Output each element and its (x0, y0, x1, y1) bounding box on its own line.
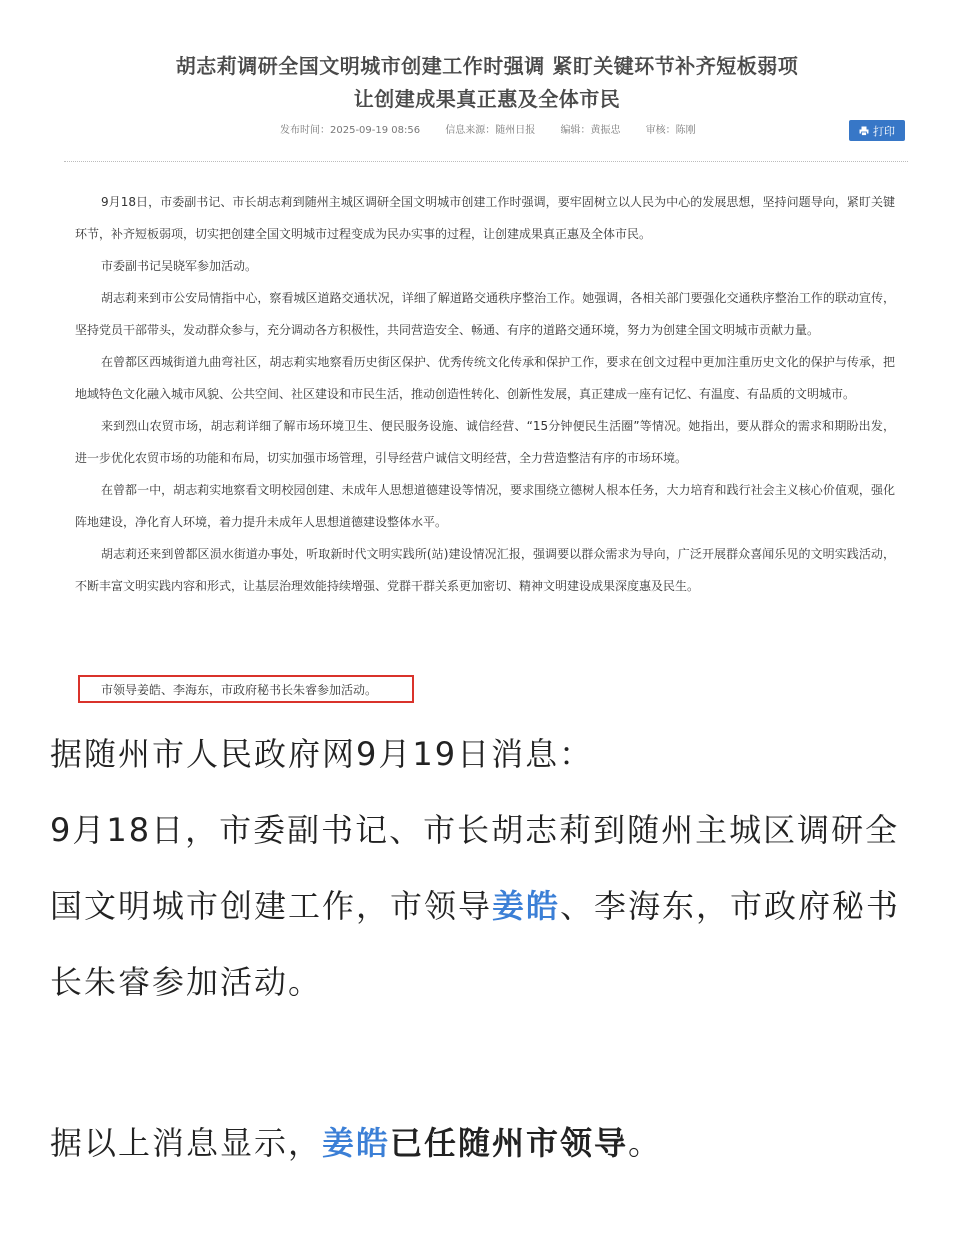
name-link[interactable]: 姜皓 (322, 1124, 391, 1162)
article-meta (280, 121, 718, 136)
publish-time: 发布时间：2025-09-19 08:56 (280, 125, 421, 136)
highlighted-paragraph: 市领导姜皓、李海东，市政府秘书长朱睿参加活动。 (101, 683, 378, 697)
divider (64, 161, 908, 162)
commentary-line1: 据随州市人民政府网9月19日消息： (50, 735, 594, 773)
commentary-text: 据以上消息显示， (50, 1124, 323, 1162)
print-button[interactable] (849, 120, 905, 141)
commentary-conclusion (50, 1105, 930, 1181)
commentary-text: 、李海东，市政府秘书长朱睿参加活动。 (50, 887, 901, 1001)
article-paragraph: 胡志莉还来到曾都区涢水街道办事处，听取新时代文明实践所(站)建设情况汇报，强调要以群众需求为导向，广泛开展群众喜闻乐见的文明实践活动，不断丰富文明实践内容和形式，让基层治理效能持续增强、党群干群关系更加密切、精神文明建设成果深度惠及民生。 (75, 547, 895, 593)
commentary-paragraph (50, 792, 930, 1020)
red-highlight-box (78, 675, 414, 703)
info-source: 信息来源：随州日报 (445, 125, 536, 136)
print-label: 打印 (873, 124, 895, 138)
commentary-text: 。 (628, 1124, 663, 1162)
commentary-bold-text: 已任随州市领导 (390, 1124, 629, 1162)
article-paragraph: 在曾都一中，胡志莉实地察看文明校园创建、未成年人思想道德建设等情况，要求围绕立德树人根本任务，大力培育和践行社会主义核心价值观，强化阵地建设，净化育人环境，着力提升未成年人思想道德建设整体水平。 (75, 483, 895, 529)
article-title-line1: 胡志莉调研全国文明城市创建工作时强调 紧盯关键环节补齐短板弱项 (175, 54, 799, 78)
article-body (75, 186, 895, 697)
commentary-text: 9月18日，市委副书记、市长胡志莉到随州主城区调研全国文明城市创建工作，市领导 (50, 811, 900, 925)
reviewer: 审核：陈刚 (645, 125, 696, 136)
editor: 编辑：黄振忠 (560, 125, 621, 136)
article-paragraph: 市委副书记吴晓军参加活动。 (101, 259, 258, 273)
article-paragraph: 9月18日，市委副书记、市长胡志莉到随州主城区调研全国文明城市创建工作时强调，要牢固树立以人民为中心的发展思想，坚持问题导向，紧盯关键环节，补齐短板弱项，切实把创建全国文明城市过程变成为民办实事的过程，让创建成果真正惠及全体市民。 (75, 195, 895, 241)
article-paragraph: 来到烈山农贸市场，胡志莉详细了解市场环境卫生、便民服务设施、诚信经营、“15分钟便民生活圈”等情况。她指出，要从群众的需求和期盼出发，进一步优化农贸市场的功能和布局，切实加强市场管理，引导经营户诚信文明经营，全力营造整洁有序的市场环境。 (75, 419, 895, 465)
printer-icon (859, 126, 869, 136)
article-paragraph: 胡志莉来到市公安局情指中心，察看城区道路交通状况，详细了解道路交通秩序整治工作。她强调，各相关部门要强化交通秩序整治工作的联动宣传，坚持党员干部带头，发动群众参与，充分调动各方积极性，共同营造安全、畅通、有序的道路交通环境，努力为创建全国文明城市贡献力量。 (75, 291, 895, 337)
article-paragraph: 在曾都区西城街道九曲弯社区，胡志莉实地察看历史街区保护、优秀传统文化传承和保护工作，要求在创文过程中更加注重历史文化的保护与传承，把地域特色文化融入城市风貌、公共空间、社区建设和市民生活，推动创造性转化、创新性发展，真正建成一座有记忆、有温度、有品质的文明城市。 (75, 355, 895, 401)
article-title-line2: 让创建成果真正惠及全体市民 (353, 87, 621, 111)
name-link[interactable]: 姜皓 (492, 887, 561, 925)
